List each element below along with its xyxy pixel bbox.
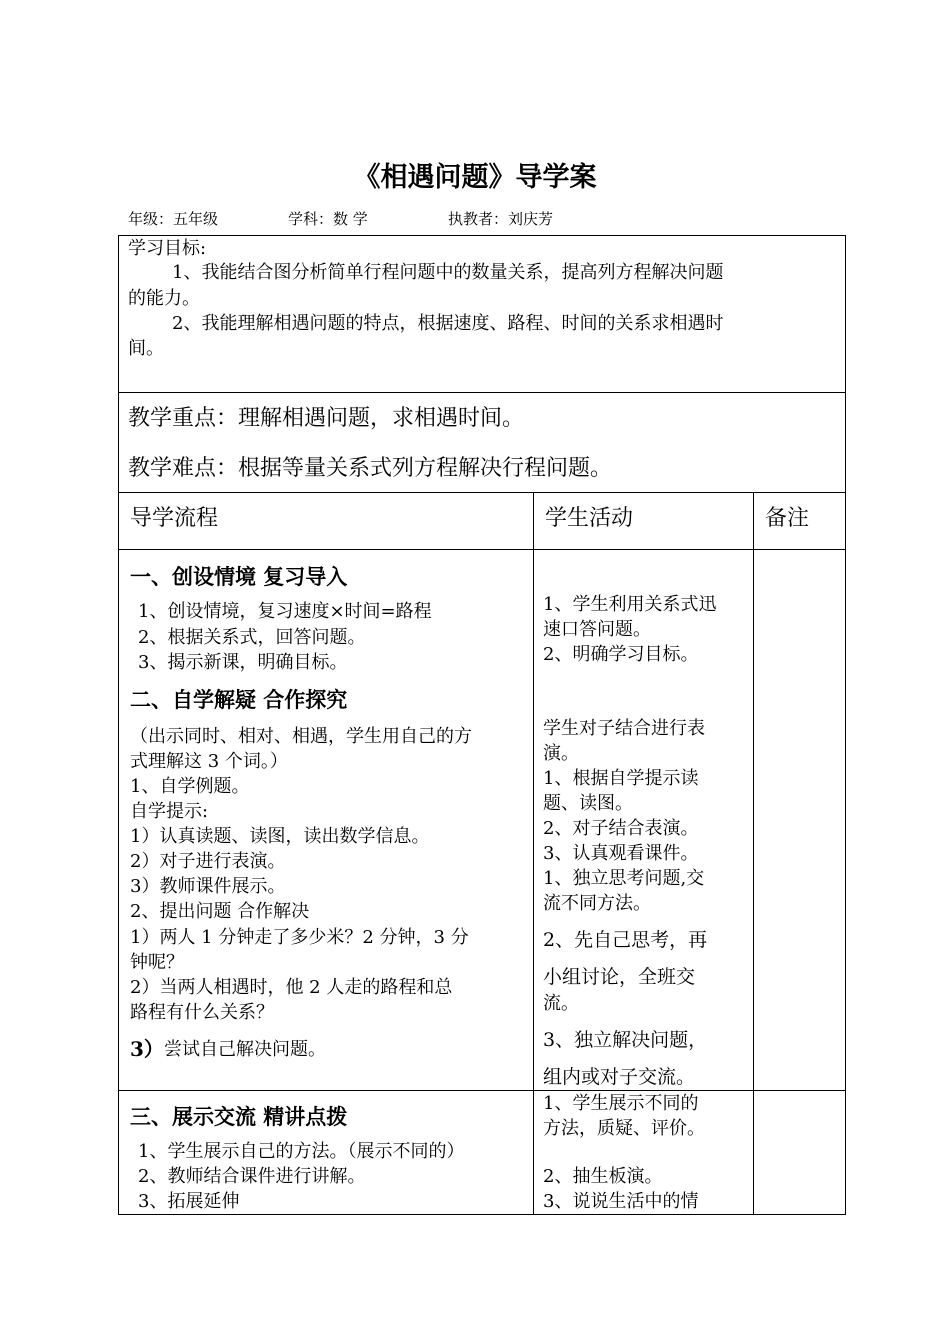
section1-process-line: 1、创设情境，复习速度×时间=路程	[138, 601, 432, 622]
section3-process-line: 3、拓展延伸	[138, 1191, 240, 1212]
key-point: 教学重点：理解相遇问题，求相遇时间。	[128, 406, 525, 431]
section1-process-line: 3、揭示新课，明确目标。	[138, 652, 348, 673]
section1-student-line: 1、学生利用关系式迅	[543, 594, 717, 615]
section3-student-line: 1、学生展示不同的	[543, 1093, 699, 1114]
section2-student-line: 3、独立解决问题，	[543, 1029, 708, 1051]
section2-student-line: 演。	[543, 743, 579, 764]
section3-heading: 三、展示交流 精讲点拨	[130, 1104, 348, 1129]
section3-process-line: 2、教师结合课件进行讲解。	[138, 1166, 366, 1187]
page-title: 《相遇问题》导学案	[353, 162, 597, 193]
section1-heading: 一、创设情境 复习导入	[130, 564, 348, 589]
section2-process-line: 式理解这 3 个词。）	[130, 751, 288, 772]
subject-label: 学科：数 学	[288, 210, 368, 228]
objective-line: 的能力。	[128, 288, 200, 309]
section3-student-line: 3、说说生活中的情	[543, 1191, 699, 1212]
section3-student-line: 方法，质疑、评价。	[543, 1118, 705, 1139]
section2-student-line: 组内或对子交流。	[543, 1066, 696, 1088]
section2-student-line: 学生对子结合进行表	[543, 718, 705, 739]
section1-process-line: 2、根据关系式，回答问题。	[138, 627, 366, 648]
column-header-student: 学生活动	[545, 506, 634, 531]
section2-last-number: 3）	[130, 1037, 164, 1061]
objective-line: 2、我能理解相遇问题的特点，根据速度、路程、时间的关系求相遇时	[172, 313, 724, 334]
section2-process-line: 3）教师课件展示。	[130, 876, 286, 897]
difficult-point: 教学难点：根据等量关系式列方程解决行程问题。	[128, 456, 613, 481]
section2-process-line: （出示同时、相对、相遇，学生用自己的方	[130, 726, 472, 747]
grade-label: 年级：五年级	[128, 210, 219, 228]
section2-student-line: 小组讨论，全班交	[543, 966, 696, 988]
objectives-heading: 学习目标:	[128, 238, 207, 259]
section2-process-line: 1）两人 1 分钟走了多少米？2 分钟，3 分	[130, 927, 469, 948]
section2-heading: 二、自学解疑 合作探究	[130, 687, 348, 712]
section1-student-line: 2、明确学习目标。	[543, 644, 699, 665]
column-header-process: 导学流程	[130, 506, 219, 531]
section2-process-line: 钟呢？	[130, 952, 184, 973]
objective-line: 间。	[128, 338, 164, 359]
section3-student-line: 2、抽生板演。	[543, 1166, 663, 1187]
section2-process-line: 2、提出问题 合作解决	[130, 901, 310, 922]
section2-student-line: 2、先自己思考，再	[543, 929, 708, 951]
section1-student-line: 速口答问题。	[543, 619, 651, 640]
section2-process-line: 1）认真读题、读图，读出数学信息。	[130, 826, 430, 847]
section2-student-line: 流。	[543, 993, 579, 1014]
objective-line: 1、我能结合图分析简单行程问题中的数量关系，提高列方程解决问题	[172, 262, 724, 283]
section2-student-line: 流不同方法。	[543, 893, 651, 914]
section2-process-line: 自学提示:	[130, 801, 209, 822]
column-header-remark: 备注	[765, 506, 810, 531]
section2-process-line: 2）当两人相遇时，他 2 人走的路程和总	[130, 977, 453, 998]
section2-process-line: 2）对子进行表演。	[130, 851, 286, 872]
section2-process-line: 路程有什么关系？	[130, 1002, 274, 1023]
section2-student-line: 题、读图。	[543, 793, 633, 814]
section2-process-line: 1、自学例题。	[130, 776, 250, 797]
section2-student-line: 1、根据自学提示读	[543, 768, 699, 789]
section3-process-line: 1、学生展示自己的方法。（展示不同的）	[138, 1141, 465, 1162]
section2-student-line: 2、对子结合表演。	[543, 818, 699, 839]
teacher-label: 执教者：刘庆芳	[448, 210, 554, 228]
section2-last-text: 尝试自己解决问题。	[164, 1039, 326, 1060]
section2-student-line: 1、独立思考问题,交	[543, 868, 705, 889]
section2-student-line: 3、认真观看课件。	[543, 843, 699, 864]
